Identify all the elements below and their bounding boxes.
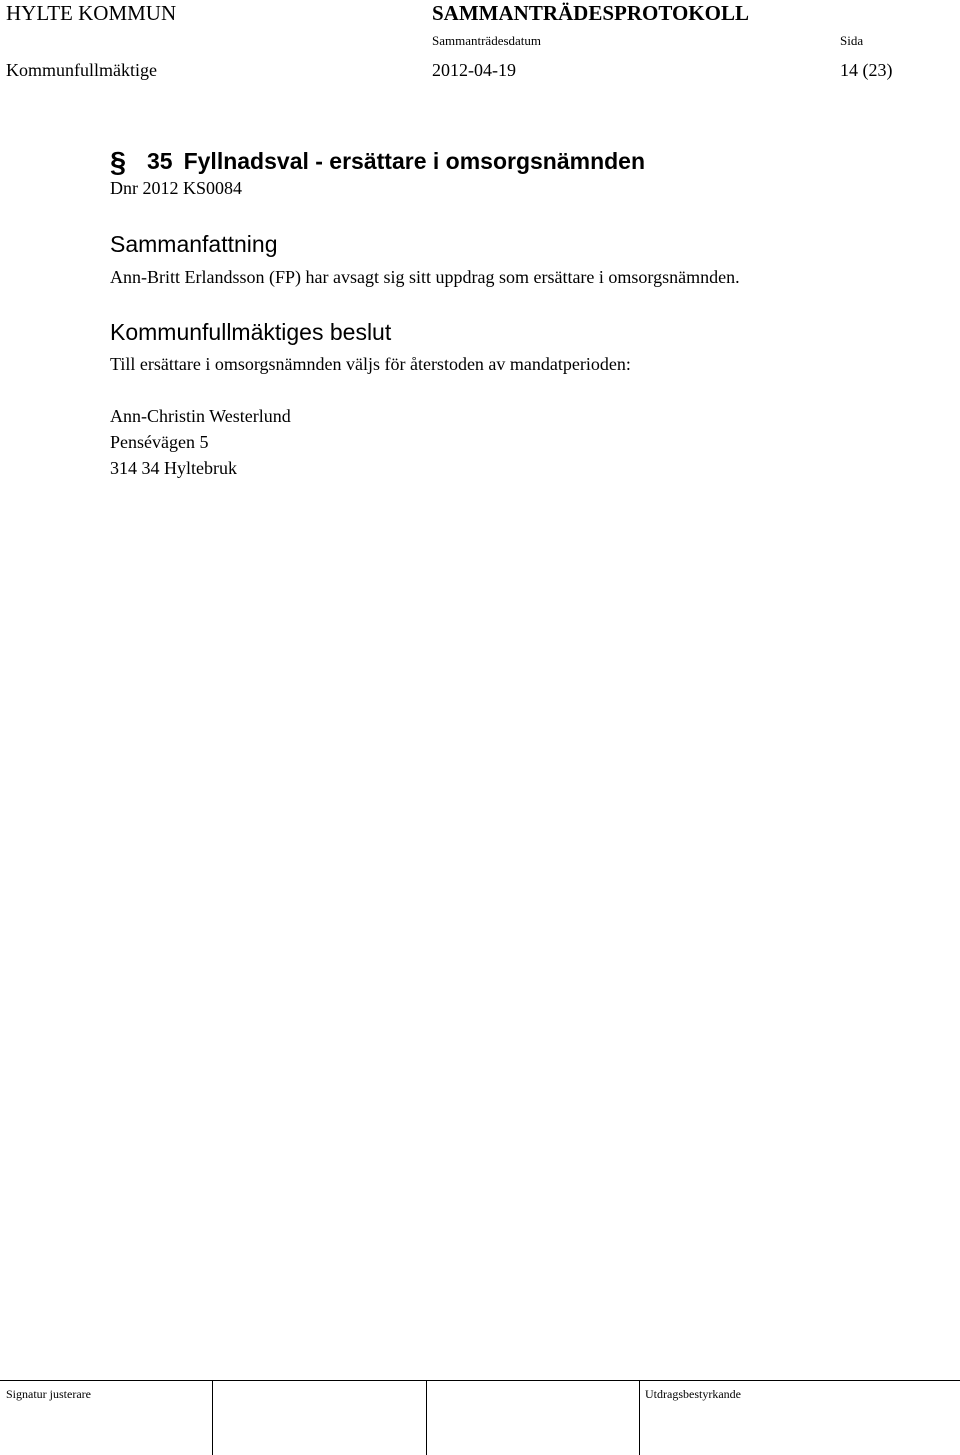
decision-text: Till ersättare i omsorgsnämnden väljs för återstoden av mandatperioden:	[110, 354, 631, 374]
signature-box-divider	[639, 1381, 640, 1455]
item-heading	[147, 146, 645, 176]
extract-label: Utdragsbestyrkande	[645, 1387, 741, 1401]
meeting-date-label: Sammanträdesdatum	[432, 33, 542, 48]
signature-label: Signatur justerare	[6, 1387, 91, 1401]
appointee-postal: 314 34 Hyltebruk	[110, 458, 237, 478]
appointee-street: Pensévägen 5	[110, 432, 209, 452]
decision-heading: Kommunfullmäktiges beslut	[110, 319, 392, 345]
appointee-name: Ann-Christin Westerlund	[110, 406, 291, 426]
appointee-address	[110, 403, 291, 481]
paragraph-icon: §	[110, 147, 127, 179]
signature-box-divider	[212, 1381, 213, 1455]
meeting-date: 2012-04-19	[432, 60, 516, 80]
item-title: Fyllnadsval - ersättare i omsorgsnämnden	[183, 148, 646, 174]
document-title: SAMMANTRÄDESPROTOKOLL	[432, 1, 749, 25]
signature-box-divider	[426, 1381, 427, 1455]
page-number: 14 (23)	[840, 60, 893, 80]
item-number: 35	[147, 148, 173, 174]
case-number: Dnr 2012 KS0084	[110, 178, 243, 198]
summary-text: Ann-Britt Erlandsson (FP) har avsagt sig sitt uppdrag som ersättare i omsorgsnämnden.	[110, 267, 740, 287]
organization-name: HYLTE KOMMUN	[6, 1, 177, 25]
signature-footer	[0, 1380, 960, 1455]
summary-heading: Sammanfattning	[110, 231, 278, 257]
page-label: Sida	[840, 33, 864, 48]
committee-name: Kommunfullmäktige	[6, 60, 157, 80]
